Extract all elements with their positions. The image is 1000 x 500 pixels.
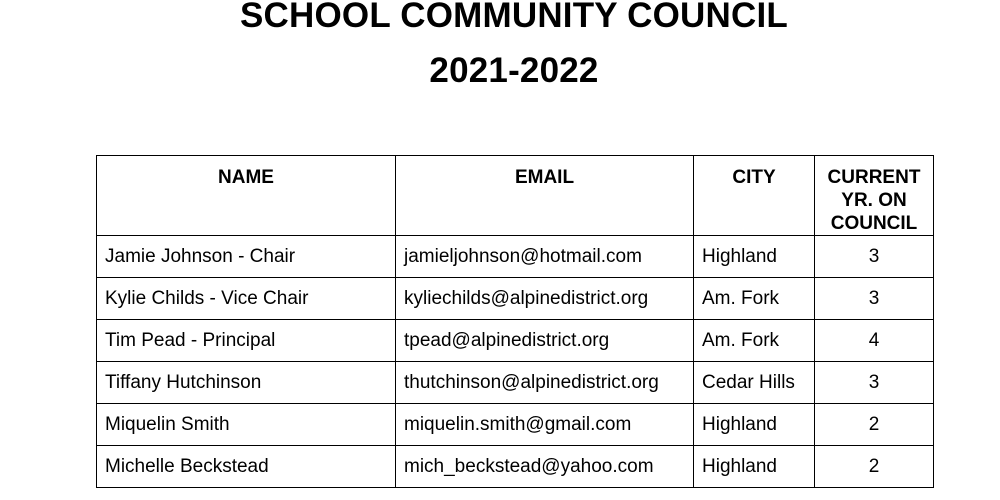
member-city: Am. Fork	[694, 278, 815, 320]
member-name: Tim Pead - Principal	[97, 320, 396, 362]
table-row	[97, 278, 934, 320]
council-members-table	[96, 155, 934, 488]
member-year: 3	[815, 236, 934, 278]
member-city: Am. Fork	[694, 320, 815, 362]
table-row	[97, 446, 934, 488]
member-year: 3	[815, 362, 934, 404]
column-header-current-year	[815, 156, 934, 236]
member-city: Cedar Hills	[694, 362, 815, 404]
member-year: 4	[815, 320, 934, 362]
table-row	[97, 404, 934, 446]
column-header-year-line1: CURRENT	[827, 167, 921, 188]
member-email: tpead@alpinedistrict.org	[396, 320, 694, 362]
column-header-email: EMAIL	[396, 156, 694, 236]
table-row	[97, 362, 934, 404]
member-city: Highland	[694, 404, 815, 446]
member-email: kyliechilds@alpinedistrict.org	[396, 278, 694, 320]
table-header-row	[97, 156, 934, 236]
column-header-name: NAME	[97, 156, 396, 236]
table-row	[97, 236, 934, 278]
member-year: 3	[815, 278, 934, 320]
document-subtitle-year: 2021-2022	[429, 51, 599, 90]
member-year: 2	[815, 404, 934, 446]
document-title: SCHOOL COMMUNITY COUNCIL	[240, 0, 788, 35]
member-email: jamieljohnson@hotmail.com	[396, 236, 694, 278]
member-email: thutchinson@alpinedistrict.org	[396, 362, 694, 404]
member-name: Jamie Johnson - Chair	[97, 236, 396, 278]
table-row	[97, 320, 934, 362]
column-header-city: CITY	[694, 156, 815, 236]
member-email: mich_beckstead@yahoo.com	[396, 446, 694, 488]
member-city: Highland	[694, 446, 815, 488]
member-name: Michelle Beckstead	[97, 446, 396, 488]
member-name: Tiffany Hutchinson	[97, 362, 396, 404]
member-city: Highland	[694, 236, 815, 278]
column-header-year-line3: COUNCIL	[830, 213, 918, 234]
member-email: miquelin.smith@gmail.com	[396, 404, 694, 446]
member-name: Miquelin Smith	[97, 404, 396, 446]
column-header-year-line2: YR. ON	[841, 190, 907, 211]
member-year: 2	[815, 446, 934, 488]
member-name: Kylie Childs - Vice Chair	[97, 278, 396, 320]
